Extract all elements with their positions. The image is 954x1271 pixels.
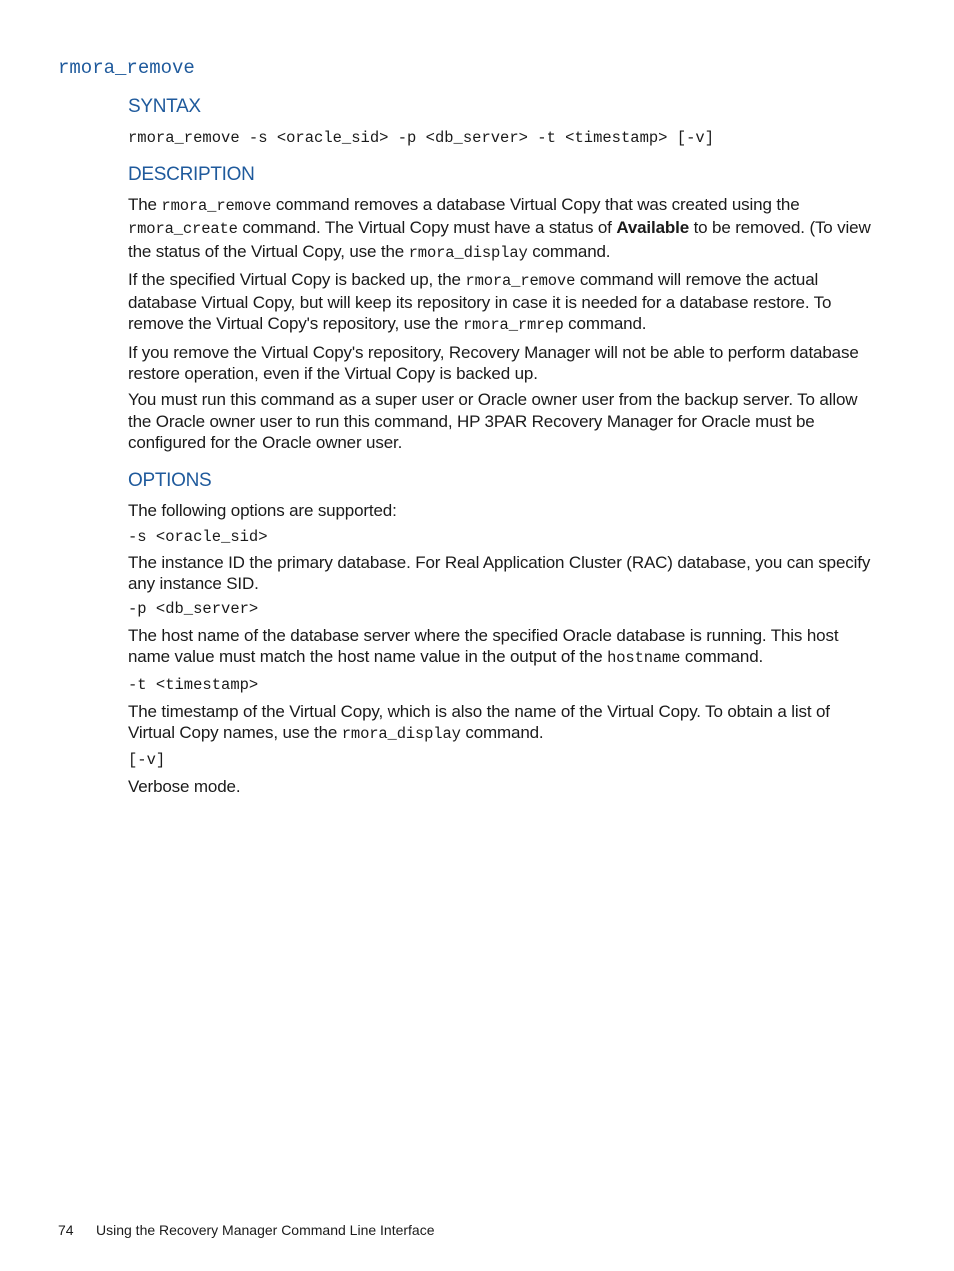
option-p-description: The host name of the database server where the specified Oracle database is running. This host name value must match the host name value in the output of the hostname command. (128, 626, 839, 668)
option-v-description: Verbose mode. (128, 777, 241, 797)
options-heading: OPTIONS (128, 470, 212, 492)
inline-command: rmora_remove (161, 197, 272, 215)
main-content (128, 96, 873, 798)
inline-command: rmora_remove (465, 271, 576, 290)
option-p-flag: -p <db_server> (128, 600, 259, 619)
options-intro: The following options are supported: (128, 501, 397, 521)
option-s-flag: -s <oracle_sid> (128, 527, 268, 546)
page-title: rmora_remove (58, 57, 195, 79)
syntax-heading: SYNTAX (128, 96, 201, 117)
option-t-description: The timestamp of the Virtual Copy, which is also the name of the Virtual Copy. To obtain a list of Virtual Copy names, use the rmora_display command. (128, 701, 830, 744)
description-paragraph-3: If you remove the Virtual Copy's repository, Recovery Manager will not be able to perform database restore operation, even if the Virtual Copy is backed up. (128, 342, 859, 384)
description-paragraph-4: You must run this command as a super user or Oracle owner user from the backup server. To allow the Oracle owner user to run this command, HP 3PAR Recovery Manager for Oracle must be configured for the Oracle owner user. (128, 390, 858, 452)
chapter-title: Using the Recovery Manager Command Line Interface (96, 1222, 435, 1238)
inline-command: rmora_create (128, 220, 238, 239)
page-number: 74 (58, 1222, 74, 1238)
option-s-description: The instance ID the primary database. For Real Application Cluster (RAC) database, you can specify any instance SID. (128, 552, 871, 593)
description-paragraph-1: The rmora_remove command removes a database Virtual Copy that was created using the rmora_create command. The Virtual Copy must have a status of Available to be removed. (To view the status of the Virtual Copy, use the rmora_display command. (128, 195, 871, 262)
option-v-flag: [-v] (128, 751, 166, 770)
inline-command: hostname (607, 649, 681, 668)
inline-command: rmora_display (408, 243, 528, 262)
page-footer (58, 1222, 435, 1238)
description-heading: DESCRIPTION (128, 164, 255, 185)
option-t-flag: -t <timestamp> (128, 675, 259, 694)
status-available: Available (616, 218, 689, 238)
description-paragraph-2: If the specified Virtual Copy is backed up, the rmora_remove command will remove the actual database Virtual Copy, but will keep its repository in case it is needed for a database restore. To remove the Virtual Copy's repository, use the rmora_rmrep command. (128, 269, 832, 335)
inline-command: rmora_display (341, 725, 461, 744)
syntax-command: rmora_remove -s <oracle_sid> -p <db_server> -t <timestamp> [-v] (128, 129, 714, 147)
inline-command: rmora_rmrep (462, 316, 564, 335)
